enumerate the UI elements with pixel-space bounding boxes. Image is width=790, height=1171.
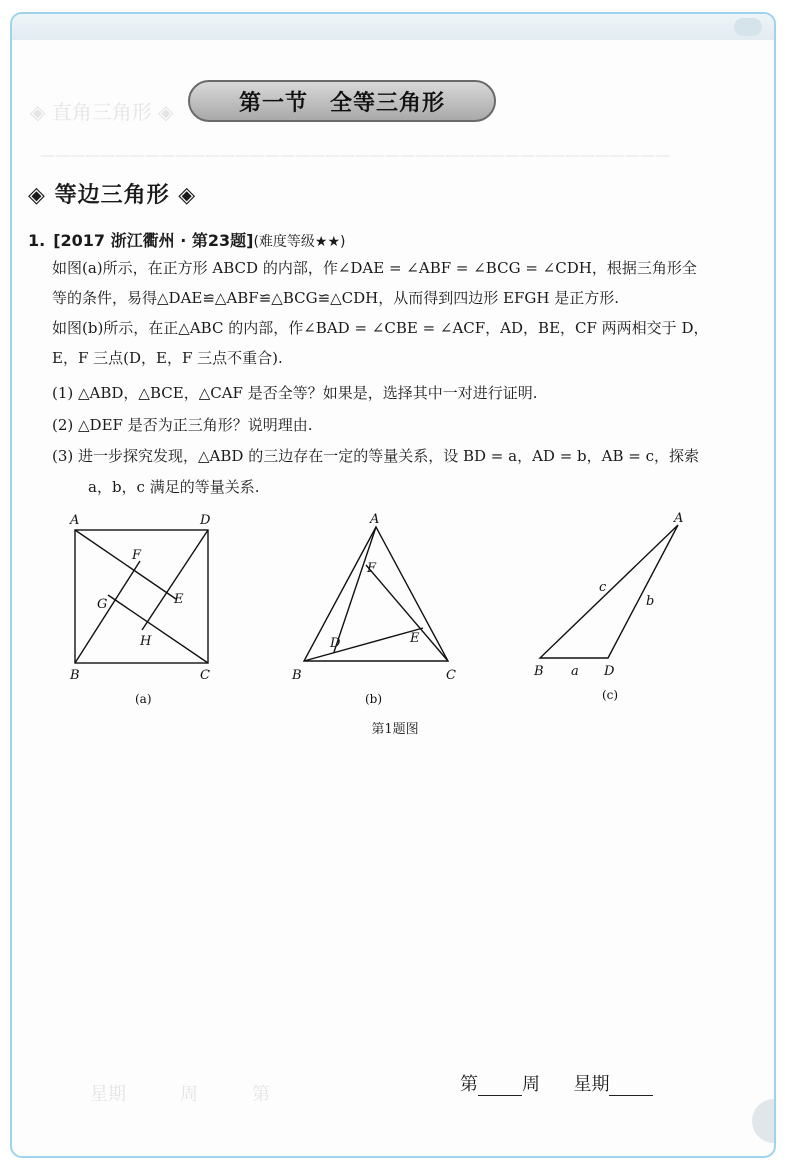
week-number-blank[interactable] bbox=[478, 1074, 522, 1096]
question-part-1: (1) △ABD，△BCE，△CAF 是否全等？如果是，选择其中一对进行证明. bbox=[52, 384, 538, 402]
question-line-2: 等的条件，易得△DAE≌△ABF≌△BCG≌△CDH，从而得到四边形 EFGH 是正方形. bbox=[52, 289, 619, 307]
figure-b bbox=[304, 527, 448, 661]
figure-b-label-C: C bbox=[446, 668, 456, 683]
question-line-3: 如图(b)所示，在正△ABC 的内部，作∠BAD = ∠CBE = ∠ACF，AD，BE，CF 两两相交于 D， bbox=[52, 319, 709, 337]
question-number: 1. bbox=[28, 231, 46, 250]
section-title-right: 全等三角形 bbox=[330, 90, 446, 116]
figure-c-labels bbox=[533, 511, 683, 702]
section-banner bbox=[188, 80, 496, 122]
bleed-through-decoration: ◈ 直角三角形 ◈ bbox=[30, 100, 174, 124]
figure-c-label-A: A bbox=[674, 511, 684, 526]
figure-b-label-B: B bbox=[292, 668, 302, 683]
figure-b-caption: (b) bbox=[365, 692, 383, 706]
figure-c bbox=[540, 525, 678, 658]
section-title-left: 第一节 bbox=[238, 90, 308, 116]
figure-c-label-D: D bbox=[604, 664, 615, 679]
question-difficulty: (难度等级★★) bbox=[253, 234, 346, 250]
topic-heading: ◈ 等边三角形 ◈ bbox=[28, 183, 197, 208]
figure-c-caption: (c) bbox=[602, 688, 619, 702]
question-header bbox=[28, 228, 345, 251]
bleed-through-decoration: —————————————————————————————————————————— bbox=[40, 146, 670, 164]
figure-a-label-E: E bbox=[174, 592, 184, 607]
question-line-1: 如图(a)所示，在正方形 ABCD 的内部，作∠DAE = ∠ABF = ∠BCG = ∠CDH，根据三角形全 bbox=[52, 259, 697, 277]
figure-a-labels bbox=[69, 513, 211, 706]
page-corner-circle bbox=[752, 1099, 776, 1143]
figure-c-label-b: b bbox=[646, 594, 655, 609]
footer-zhou: 周 bbox=[522, 1074, 540, 1095]
figure-b-labels bbox=[291, 512, 456, 706]
figure-a-label-D: D bbox=[200, 513, 211, 528]
question-part-2: (2) △DEF 是否为正三角形？说明理由. bbox=[52, 416, 313, 434]
question-line-4: E，F 三点(D，E，F 三点不重合). bbox=[52, 349, 283, 367]
figure-b-label-D: D bbox=[330, 636, 341, 651]
question-part-3-continued: a，b，c 满足的等量关系. bbox=[88, 478, 260, 496]
footer-di: 第 bbox=[460, 1074, 478, 1095]
weekday-blank[interactable] bbox=[609, 1074, 653, 1096]
figure-c-label-c: c bbox=[599, 580, 607, 595]
question-part-3: (3) 进一步探究发现，△ABD 的三边存在一定的等量关系，设 BD = a，AD = b，AB = c，探索 bbox=[52, 447, 699, 465]
bleed-through-decoration: 星期 周 第 bbox=[90, 1084, 270, 1105]
figure-a-label-H: H bbox=[140, 634, 152, 649]
figure-a-label-B: B bbox=[70, 668, 80, 683]
figure-b-label-E: E bbox=[410, 631, 420, 646]
figure-a-label-A: A bbox=[70, 513, 80, 528]
figure-a-label-C: C bbox=[200, 668, 210, 683]
figure-caption: 第1题图 bbox=[371, 722, 419, 737]
footer-xingqi: 星期 bbox=[573, 1074, 610, 1095]
figure-b-label-F: F bbox=[367, 561, 377, 576]
figure-a-caption: (a) bbox=[135, 692, 152, 706]
question-source: [2017 浙江衢州 · 第23题] bbox=[53, 231, 254, 250]
figure-c-label-B: B bbox=[534, 664, 544, 679]
header-tab bbox=[734, 18, 762, 36]
figure-a-label-G: G bbox=[97, 597, 108, 612]
top-header-bar bbox=[12, 14, 774, 40]
figures bbox=[60, 505, 720, 710]
figure-c-label-a: a bbox=[571, 664, 579, 679]
figure-b-label-A: A bbox=[370, 512, 380, 527]
week-footer bbox=[460, 1070, 653, 1096]
figure-a-label-F: F bbox=[132, 548, 142, 563]
